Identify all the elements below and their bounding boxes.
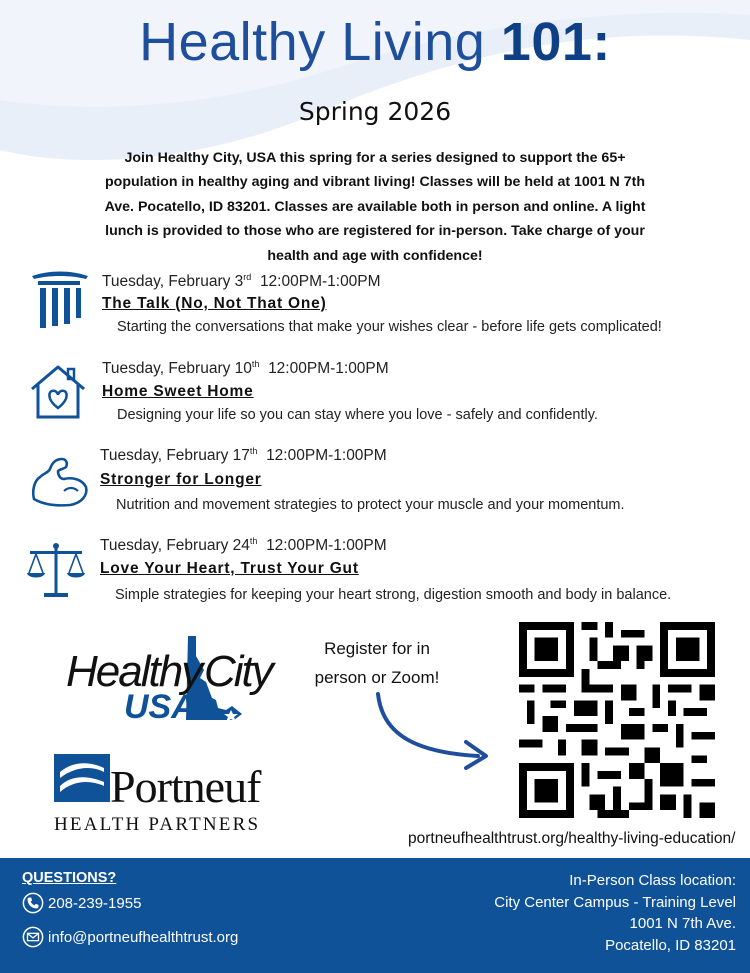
health-partners-text: HEALTH PARTNERS bbox=[54, 814, 261, 835]
session-description: Designing your life so you can stay where you love - safely and confidently. bbox=[117, 407, 598, 423]
usa-text: USA bbox=[124, 688, 196, 726]
session-date: Tuesday, February 3rd 12:00PM-1:00PM bbox=[102, 272, 381, 291]
session-date: Tuesday, February 24th 12:00PM-1:00PM bbox=[100, 536, 387, 555]
page-subtitle: Spring 2026 bbox=[298, 97, 452, 126]
title-number: 101: bbox=[500, 12, 611, 72]
session-title: Stronger for Longer bbox=[100, 471, 262, 488]
session-date: Tuesday, February 10th 12:00PM-1:00PM bbox=[102, 359, 389, 378]
session-title: Love Your Heart, Trust Your Gut bbox=[100, 560, 359, 577]
healthy-city-usa-logo bbox=[66, 634, 286, 726]
session-title: Home Sweet Home bbox=[102, 383, 254, 400]
portneuf-text: Portneuf bbox=[110, 761, 261, 812]
registration-url[interactable]: portneufhealthtrust.org/healthy-living-education/ bbox=[408, 830, 736, 847]
page-title bbox=[0, 10, 750, 74]
location-line: 1001 N 7th Ave. bbox=[629, 915, 736, 932]
healthy-text: Healthy bbox=[66, 647, 202, 696]
session-description: Nutrition and movement strategies to protect your muscle and your momentum. bbox=[116, 497, 625, 513]
session-item bbox=[0, 445, 750, 525]
location-line: Pocatello, ID 83201 bbox=[605, 936, 736, 954]
session-date: Tuesday, February 17th 12:00PM-1:00PM bbox=[100, 446, 387, 465]
session-item bbox=[0, 355, 750, 435]
house-heart-icon bbox=[28, 361, 88, 421]
phone-number: 208-239-1955 bbox=[48, 894, 142, 912]
phone-contact[interactable] bbox=[22, 892, 141, 914]
qr-code[interactable] bbox=[519, 622, 715, 818]
pillar-icon bbox=[30, 270, 90, 330]
register-text: Register for in person or Zoom! bbox=[314, 639, 440, 687]
session-item bbox=[0, 535, 750, 615]
location-block bbox=[494, 870, 736, 956]
email-contact[interactable] bbox=[22, 926, 238, 948]
scales-icon bbox=[26, 541, 86, 601]
session-description: Simple strategies for keeping your heart strong, digestion smooth and body in balance. bbox=[115, 587, 672, 603]
footer-bar bbox=[0, 858, 750, 973]
email-icon bbox=[22, 926, 44, 948]
email-address: info@portneufhealthtrust.org bbox=[48, 928, 239, 946]
location-label: In-Person Class location: bbox=[569, 872, 736, 889]
city-text: City bbox=[204, 647, 272, 696]
curved-arrow-icon bbox=[368, 690, 498, 770]
intro-paragraph: Join Healthy City, USA this spring for a series designed to support the 65+ population in healthy aging and vibrant living! Classes will be held at 1001 N 7th Ave. Pocatello, ID 83201. Classes are available both in person and online. A light lunch is provided to those who are registered for in-person. Take charge of your health and age with confidence! bbox=[104, 150, 646, 264]
session-description: Starting the conversations that make your wishes clear - before life gets complicated! bbox=[117, 319, 662, 335]
flexed-arm-icon bbox=[30, 451, 90, 511]
session-title: The Talk (No, Not That One) bbox=[102, 295, 327, 312]
portneuf-health-partners-logo bbox=[52, 752, 296, 836]
questions-label: QUESTIONS? bbox=[22, 870, 117, 886]
session-item bbox=[0, 268, 750, 348]
location-line: City Center Campus - Training Level bbox=[494, 893, 736, 911]
title-text: Healthy Living bbox=[139, 12, 501, 72]
phone-icon bbox=[22, 892, 44, 914]
